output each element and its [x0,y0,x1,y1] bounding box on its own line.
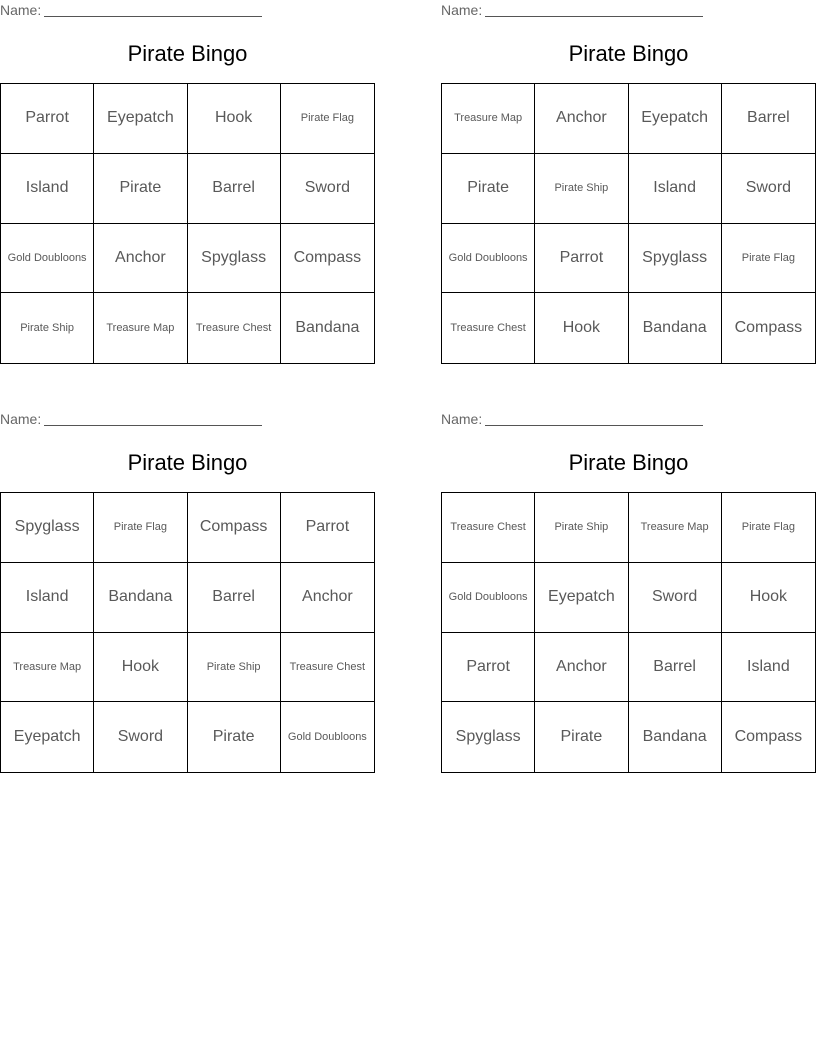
bingo-cell: Bandana [629,702,722,772]
bingo-cell: Spyglass [188,224,281,294]
bingo-cell: Parrot [442,633,535,703]
bingo-cell: Treasure Chest [188,293,281,363]
bingo-cell: Pirate Flag [281,84,374,154]
bingo-cell: Pirate Flag [722,493,815,563]
bingo-cell: Spyglass [1,493,94,563]
card-title: Pirate Bingo [127,41,248,66]
bingo-cell: Anchor [94,224,187,294]
bingo-cell: Gold Doubloons [287,731,367,744]
bingo-cell: Hook [188,84,281,154]
bingo-cell: Sword [281,154,374,224]
bingo-cell: Eyepatch [94,84,187,154]
bingo-cell: Pirate [535,702,628,772]
bingo-cell: Treasure Map [94,293,187,363]
bingo-cell: Pirate Ship [1,293,94,363]
bingo-cell: Gold Doubloons [1,224,94,294]
bingo-cell: Anchor [535,633,628,703]
bingo-grid [441,492,816,773]
bingo-cell: Island [629,154,722,224]
name-field[interactable] [441,411,711,429]
name-label: Name: [0,411,42,427]
bingo-grid [441,83,816,364]
bingo-cell: Pirate Flag [94,493,187,563]
bingo-cell: Anchor [281,563,374,633]
bingo-cell: Eyepatch [535,563,628,633]
bingo-cell: Hook [535,293,628,363]
bingo-cell: Spyglass [629,224,722,294]
card-title: Pirate Bingo [568,41,689,66]
name-line[interactable] [485,2,703,17]
name-field[interactable] [441,2,711,20]
bingo-cell: Eyepatch [1,702,94,772]
bingo-cell: Compass [188,493,281,563]
bingo-cell: Island [1,154,94,224]
name-line[interactable] [44,411,262,426]
bingo-cell: Pirate Flag [722,224,815,294]
bingo-cell: Barrel [188,563,281,633]
bingo-cell: Treasure Chest [281,633,374,703]
name-field[interactable] [0,411,270,429]
bingo-cell: Treasure Chest [442,293,535,363]
card-title: Pirate Bingo [568,450,689,475]
bingo-cell: Bandana [295,319,360,337]
bingo-cell: Barrel [629,633,722,703]
bingo-cell: Compass [734,728,803,746]
name-line[interactable] [485,411,703,426]
name-label: Name: [441,411,483,427]
bingo-cell: Pirate Ship [535,493,628,563]
bingo-grid [0,492,375,773]
bingo-cell: Treasure Chest [442,493,535,563]
bingo-cell: Bandana [629,293,722,363]
bingo-cell: Hook [722,563,815,633]
bingo-cell: Treasure Map [629,493,722,563]
bingo-cell: Treasure Map [442,84,535,154]
name-label: Name: [441,2,483,18]
bingo-cell: Island [1,563,94,633]
bingo-cell: Compass [281,224,374,294]
bingo-cell: Sword [94,702,187,772]
bingo-cell: Gold Doubloons [442,224,535,294]
bingo-cell: Barrel [188,154,281,224]
name-label: Name: [0,2,42,18]
bingo-cell: Bandana [94,563,187,633]
bingo-cell: Treasure Map [1,633,94,703]
bingo-cell: Eyepatch [629,84,722,154]
bingo-cell: Sword [722,154,815,224]
bingo-cell: Anchor [535,84,628,154]
bingo-cell: Pirate Ship [188,633,281,703]
bingo-cell: Pirate [188,702,281,772]
bingo-cell: Hook [94,633,187,703]
bingo-cell: Parrot [1,84,94,154]
bingo-cell: Pirate [94,154,187,224]
name-field[interactable] [0,2,270,20]
bingo-cell: Compass [734,319,803,337]
bingo-cell: Parrot [535,224,628,294]
bingo-cell: Pirate [442,154,535,224]
bingo-cell: Gold Doubloons [442,563,535,633]
name-line[interactable] [44,2,262,17]
card-title: Pirate Bingo [127,450,248,475]
bingo-cell: Island [722,633,815,703]
bingo-cell: Spyglass [442,702,535,772]
bingo-grid [0,83,375,364]
bingo-cell: Sword [629,563,722,633]
bingo-cell: Pirate Ship [535,154,628,224]
bingo-cell: Parrot [281,493,374,563]
bingo-cell: Barrel [722,84,815,154]
